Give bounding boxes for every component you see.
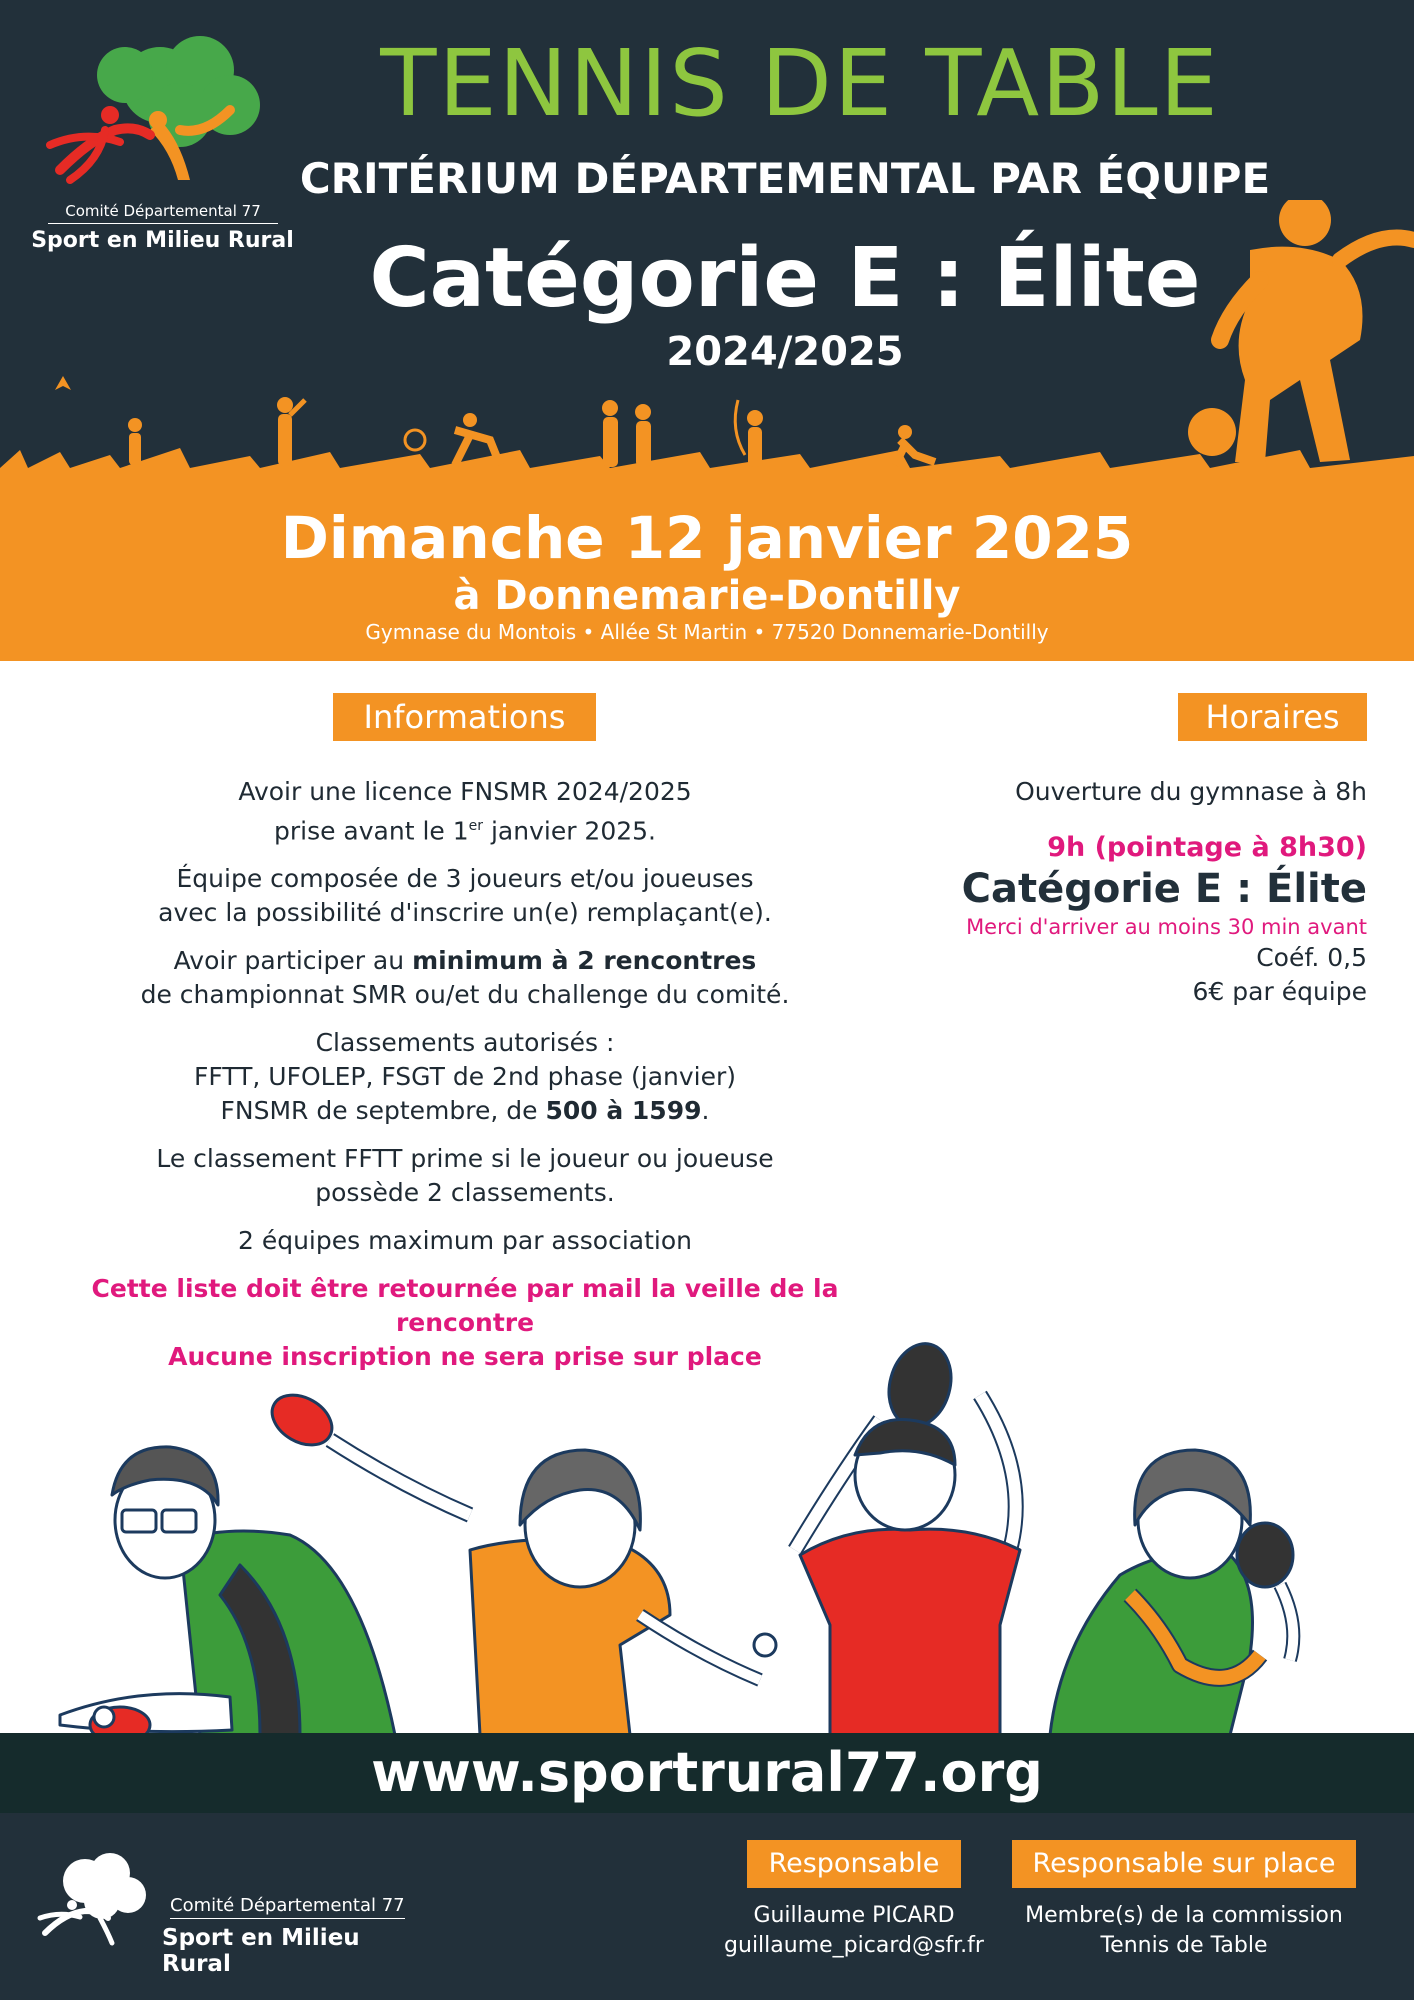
category-title: Catégorie E : Élite bbox=[369, 231, 1201, 326]
part-line1a: Avoir participer au bbox=[173, 946, 413, 976]
arrival-note: Merci d'arriver au moins 30 min avant bbox=[966, 915, 1367, 939]
part-line1b: minimum à 2 rencontres bbox=[412, 946, 757, 976]
horaires-section bbox=[900, 775, 1367, 1009]
event-address: Gymnase du Montois • Allée St Martin • 77520 Donnemarie-Dontilly bbox=[365, 620, 1049, 644]
players-illustration bbox=[0, 1325, 1414, 1735]
responsable-email[interactable]: guillaume_picard@sfr.fr bbox=[724, 1933, 984, 1958]
header bbox=[0, 0, 1414, 480]
team-line1: Équipe composée de 3 joueurs et/ou joueuses bbox=[176, 864, 754, 894]
prime-line2: possède 2 classements. bbox=[315, 1178, 615, 1208]
onsite-heading: Responsable sur place bbox=[1012, 1840, 1356, 1888]
class-line2: FFTT, UFOLEP, FSGT de 2nd phase (janvier) bbox=[193, 1062, 737, 1092]
info-heading: Informations bbox=[333, 693, 596, 741]
licence-sup: er bbox=[468, 818, 484, 834]
sport-silhouettes bbox=[0, 200, 1414, 480]
footer-org-line2: Sport en Milieu Rural bbox=[162, 1925, 360, 1977]
footer-org-line1: Comité Départemental 77 bbox=[170, 1895, 405, 1919]
part-line2: de championnat SMR ou/et du challenge du comité. bbox=[140, 980, 790, 1010]
footer-org-logo bbox=[30, 1843, 430, 1977]
onsite-info bbox=[1012, 1901, 1356, 1961]
page-subtitle: CRITÉRIUM DÉPARTEMENTAL PAR ÉQUIPE bbox=[299, 154, 1271, 203]
participation-rule bbox=[30, 944, 900, 1012]
onsite-line1: Membre(s) de la commission bbox=[1025, 1903, 1343, 1928]
class-line3b: 500 à 1599 bbox=[545, 1096, 702, 1126]
event-place: à Donnemarie-Dontilly bbox=[453, 573, 961, 619]
price: 6€ par équipe bbox=[1192, 977, 1367, 1006]
start-time: 9h (pointage à 8h30) bbox=[1047, 832, 1367, 863]
tree-logo-icon bbox=[30, 30, 300, 200]
event-band bbox=[0, 478, 1414, 661]
responsable-heading: Responsable bbox=[747, 1840, 961, 1888]
warning-line1: Cette liste doit être retournée par mail la veille de la rencontre bbox=[91, 1274, 839, 1338]
licence-rule bbox=[30, 775, 900, 848]
warning-line2: Aucune inscription ne sera prise sur place bbox=[168, 1342, 762, 1372]
coefficient: Coéf. 0,5 bbox=[1256, 943, 1367, 972]
horaires-heading: Horaires bbox=[1178, 693, 1367, 741]
website-link[interactable]: www.sportrural77.org bbox=[0, 1733, 1414, 1813]
season: 2024/2025 bbox=[666, 329, 904, 375]
opening-time: Ouverture du gymnase à 8h bbox=[1015, 777, 1367, 806]
class-line3c: . bbox=[701, 1096, 710, 1126]
class-line3a: FNSMR de septembre, de bbox=[220, 1096, 546, 1126]
org-name-line1: Comité Départemental 77 bbox=[48, 202, 278, 224]
page-title: TENNIS DE TABLE bbox=[380, 30, 1220, 137]
licence-line2a: prise avant le 1 bbox=[273, 816, 469, 846]
licence-line1: Avoir une licence FNSMR 2024/2025 bbox=[238, 777, 692, 806]
event-date: Dimanche 12 janvier 2025 bbox=[280, 504, 1134, 572]
info-section bbox=[30, 775, 900, 1374]
responsable-name: Guillaume PICARD bbox=[753, 1903, 955, 1928]
max-teams: 2 équipes maximum par association bbox=[237, 1226, 692, 1256]
responsable-info bbox=[700, 1901, 1008, 1961]
classification-rule bbox=[30, 1026, 900, 1128]
licence-line2b: janvier 2025. bbox=[483, 816, 656, 846]
horaires-category: Catégorie E : Élite bbox=[961, 866, 1367, 912]
team-rule bbox=[30, 862, 900, 930]
prime-rule bbox=[30, 1142, 900, 1210]
class-line1: Classements autorisés : bbox=[315, 1028, 615, 1058]
prime-line1: Le classement FFTT prime si le joueur ou joueuse bbox=[156, 1144, 774, 1174]
team-line2: avec la possibilité d'inscrire un(e) remplaçant(e). bbox=[158, 898, 772, 928]
org-name-line2: Sport en Milieu Rural bbox=[31, 228, 294, 253]
footer bbox=[0, 1813, 1414, 2000]
tree-logo-icon bbox=[30, 1843, 160, 1953]
onsite-line2: Tennis de Table bbox=[1100, 1933, 1268, 1958]
